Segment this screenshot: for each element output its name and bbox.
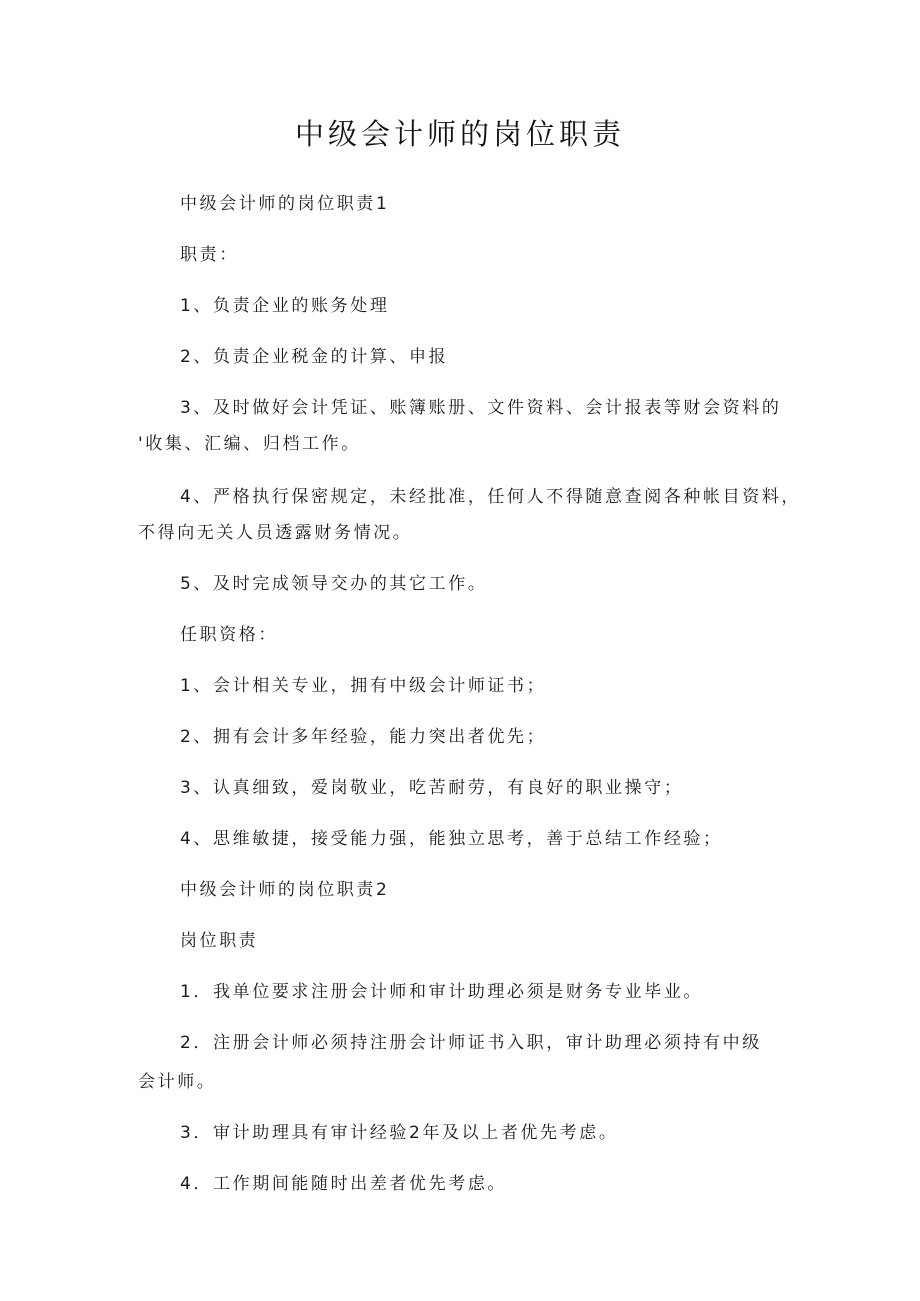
duty-item-3-cont: '收集、汇编、归档工作。	[138, 434, 361, 454]
qualification-item-3: 3、认真细致，爱岗敬业，吃苦耐劳，有良好的职业操守；	[180, 778, 684, 798]
position-item-3: 3．审计助理具有审计经验2年及以上者优先考虑。	[180, 1123, 619, 1143]
position-item-2: 2．注册会计师必须持注册会计师证书入职，审计助理必须持有中级	[180, 1033, 762, 1053]
position-item-1: 1．我单位要求注册会计师和审计助理必须是财务专业毕业。	[180, 982, 704, 1002]
duty-item-4-cont: 不得向无关人员透露财务情况。	[138, 523, 413, 543]
duty-item-3: 3、及时做好会计凭证、账簿账册、文件资料、会计报表等财会资料的	[180, 398, 782, 418]
qualification-item-2: 2、拥有会计多年经验，能力突出者优先；	[180, 727, 547, 747]
subheading-position-duties: 岗位职责	[180, 931, 259, 951]
duty-item-2: 2、负责企业税金的计算、申报	[180, 347, 449, 367]
section-heading-2: 中级会计师的岗位职责2	[180, 880, 390, 900]
subheading-qualifications: 任职资格：	[180, 625, 278, 645]
duty-item-5: 5、及时完成领导交办的其它工作。	[180, 574, 488, 594]
duty-item-1: 1、负责企业的账务处理	[180, 296, 390, 316]
qualification-item-1: 1、会计相关专业，拥有中级会计师证书；	[180, 676, 547, 696]
subheading-duties: 职责：	[180, 245, 239, 265]
position-item-4: 4．工作期间能随时出差者优先考虑。	[180, 1174, 508, 1194]
document-title: 中级会计师的岗位职责	[294, 117, 625, 151]
qualification-item-4: 4、思维敏捷，接受能力强，能独立思考，善于总结工作经验；	[180, 829, 723, 849]
duty-item-4: 4、严格执行保密规定，未经批准，任何人不得随意查阅各种帐目资料，	[180, 487, 802, 507]
section-heading-1: 中级会计师的岗位职责1	[180, 194, 390, 214]
position-item-2-cont: 会计师。	[138, 1072, 217, 1092]
